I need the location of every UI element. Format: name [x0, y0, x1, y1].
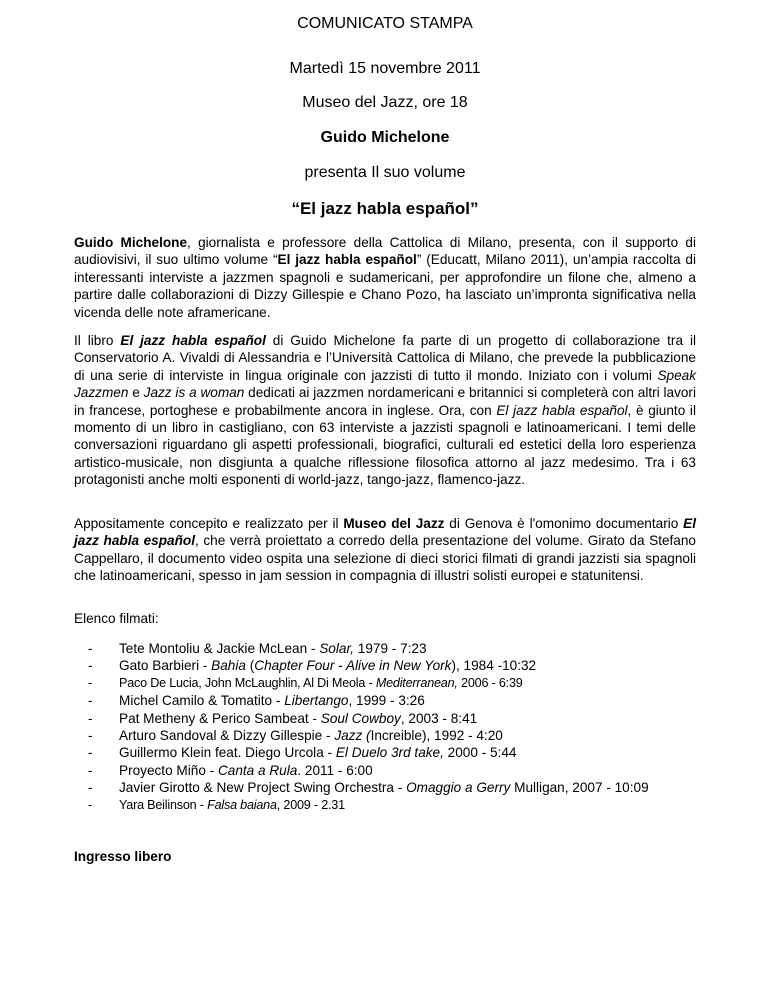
list-item: - Arturo Sandoval & Dizzy Gillespie - Jazz (Increible), 1992 - 4:20	[88, 728, 503, 744]
event-venue: Museo del Jazz, ore 18	[302, 94, 468, 111]
films-heading: Elenco filmati:	[74, 611, 159, 626]
book-bold-italic: El jazz habla español	[120, 333, 266, 348]
event-date: Martedì 15 novembre 2011	[289, 60, 481, 77]
paragraph-documentary: Appositamente concepito e realizzato per il Museo del Jazz di Genova è l'omonimo documentario El jazz habla español, che verrà proiettato a corredo della presentazione del volume. Girato da Stefano Cappellaro, il documento video ospita una selezione di dieci storici filmati di grandi jazzisti sia spagnoli che latinoamericani, spesso in jam session in compagnia di illustri solisti europei e statunitensi.	[74, 516, 696, 584]
list-item: - Guillermo Klein feat. Diego Urcola - El Duelo 3rd take, 2000 - 5:44	[88, 745, 517, 761]
paragraph-book: Il libro El jazz habla español di Guido Michelone fa parte di un progetto di collaborazione tra il Conservatorio A. Vivaldi di Alessandria e l’Università Cattolica di Milano, che prevede la pubblicazione di una serie di interviste in lingua originale con jazzisti di tutto il mondo. Iniziato con i volumi Speak Jazzmen e Jazz is a woman dedicati ai jazzmen nordamericani e britannici si completerà con altri lavori in francese, portoghese e probabilmente ancora in inglese. Ora, con El jazz habla español, è giunto il momento di un libro in castigliano, con 63 interviste a jazzisti spagnoli e latinoamericani. I temi delle conversazioni riguardano gli aspetti professionali, biografici, culturali ed estetici della loro esperienza artistico-musicale, non disgiunta a qualche riflessione filosofica attorno al jazz medesimo. Tra i 63 protagonisti anche molti esponenti di world-jazz, tango-jazz, flamenco-jazz.	[74, 333, 696, 488]
museum-bold: Museo del Jazz	[343, 516, 445, 531]
list-item: - Gato Barbieri - Bahia (Chapter Four - Alive in New York), 1984 -10:32	[88, 658, 537, 674]
list-item: - Tete Montoliu & Jackie McLean - Solar, 1979 - 7:23	[88, 641, 427, 656]
entrance-note: Ingresso libero	[74, 849, 172, 864]
paragraph-intro: Guido Michelone, giornalista e professore della Cattolica di Milano, presenta, con il supporto di audiovisivi, il suo ultimo volume “El jazz habla español” (Educatt, Milano 2011), un’ampia raccolta di interessanti interviste a jazzmen spagnoli e sudamericani, per approfondire un filone che, almeno a partire dalle collaborazioni di Dizzy Gillespie e Chano Pozo, ha lasciato un’impronta significativa nella vicenda delle note aframericane.	[74, 235, 696, 320]
list-item: - Pat Metheny & Perico Sambeat - Soul Cowboy, 2003 - 8:41	[88, 710, 478, 726]
list-item: - Michel Camilo & Tomatito - Libertango, 1999 - 3:26	[88, 693, 425, 709]
list-item: - Javier Girotto & New Project Swing Orchestra - Omaggio a Gerry Mulligan, 2007 - 10:09	[88, 780, 649, 796]
list-item: - Yara Beilinson - Falsa baiana, 2009 - 2.31	[88, 797, 345, 812]
presents-line: presenta Il suo volume	[304, 164, 466, 181]
book-bold: El jazz habla español	[277, 252, 417, 268]
list-item: - Paco De Lucia, John McLaughlin, Al Di Meola - Mediterranean, 2006 - 6:39	[88, 675, 523, 690]
list-item: - Proyecto Miño - Canta a Rula. 2011 - 6:00	[88, 762, 373, 778]
author-name: Guido Michelone	[320, 129, 450, 146]
book-title: “El jazz habla español”	[291, 199, 479, 218]
films-list	[74, 640, 696, 814]
author-bold: Guido Michelone	[74, 235, 188, 250]
document-title: COMUNICATO STAMPA	[297, 15, 473, 32]
